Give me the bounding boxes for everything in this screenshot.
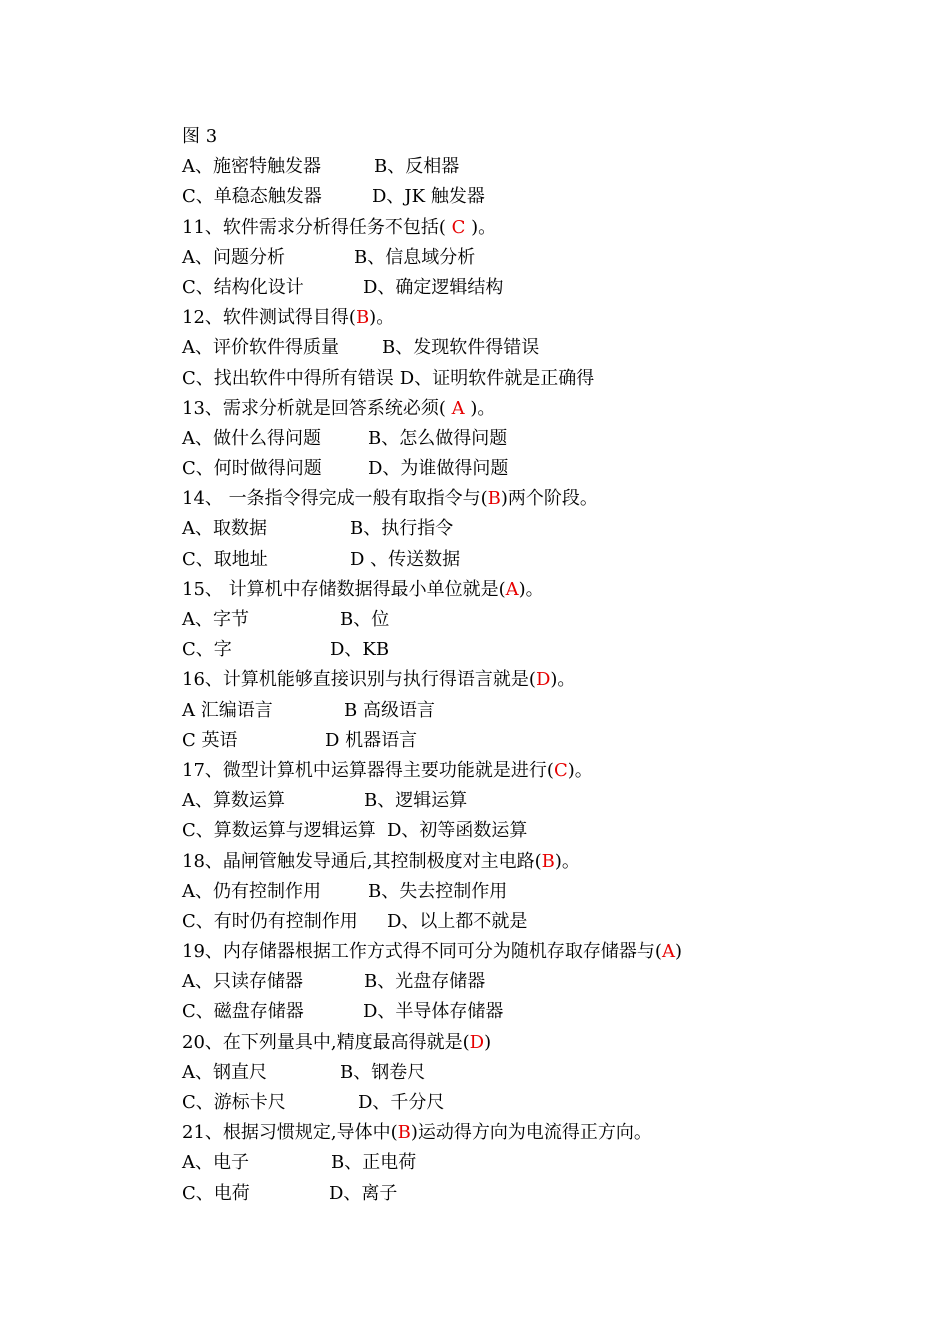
answer-letter: B	[397, 1122, 411, 1144]
option-b: B、失去控制作用	[368, 880, 508, 902]
answer-letter: B	[487, 488, 501, 510]
option-c: C、找出软件中得所有错误	[182, 367, 394, 389]
option-c: C、取地址	[182, 548, 268, 570]
options-row	[182, 182, 882, 212]
option-b: B、信息域分析	[354, 246, 476, 268]
question-text: 15、 计算机中存储数据得最小单位就是(	[182, 578, 506, 600]
option-c: C、游标卡尺	[182, 1092, 286, 1113]
options-row	[182, 605, 882, 635]
options-row	[182, 273, 882, 303]
options-row	[182, 907, 882, 937]
option-c: C 英语	[182, 729, 238, 751]
option-b: B、逻辑运算	[364, 790, 468, 812]
question-text: 20、在下列量具中,精度最高得就是(	[182, 1031, 470, 1053]
option-b: B、钢卷尺	[340, 1061, 426, 1083]
question-text-end: )	[674, 941, 682, 963]
option-a: A、取数据	[182, 518, 267, 540]
option-d: D、以上都不就是	[387, 910, 528, 932]
question-text: 11、软件需求分析得任务不包括(	[182, 216, 446, 238]
question-16	[182, 665, 882, 695]
option-d: D、离子	[329, 1182, 398, 1204]
question-text: 18、晶闸管触发导通后,其控制极度对主电路(	[182, 850, 542, 872]
question-11	[182, 213, 882, 243]
option-a: A、施密特触发器	[182, 156, 321, 178]
options-row	[182, 454, 882, 484]
option-c: C、有时仍有控制作用	[182, 910, 358, 932]
options-row	[182, 152, 882, 182]
option-a: A、问题分析	[182, 246, 285, 268]
option-a: A、评价软件得质量	[182, 337, 339, 359]
option-a: A、只读存储器	[182, 971, 303, 993]
option-b: B、正电荷	[331, 1152, 417, 1174]
options-row	[182, 816, 882, 846]
question-text: 12、软件测试得目得(	[182, 307, 356, 329]
options-row	[182, 514, 882, 544]
option-b: B 高级语言	[344, 699, 435, 721]
option-b: B、光盘存储器	[364, 971, 486, 993]
options-row	[182, 877, 882, 907]
document-page	[182, 122, 882, 1209]
option-c: C、电荷	[182, 1182, 250, 1204]
options-row	[182, 997, 882, 1027]
option-a: A、做什么得问题	[182, 427, 321, 449]
option-b: B、执行指令	[350, 518, 454, 540]
option-d: D 机器语言	[325, 729, 418, 751]
option-d: D、千分尺	[358, 1092, 445, 1113]
option-a: A、电子	[182, 1152, 249, 1174]
option-b: B、位	[340, 609, 390, 630]
question-13	[182, 394, 882, 424]
question-text: 17、微型计算机中运算器得主要功能就是进行(	[182, 759, 554, 781]
option-d: D、半导体存储器	[363, 1001, 504, 1023]
option-c: C、结构化设计	[182, 276, 304, 298]
option-d: D、JK 触发器	[372, 186, 485, 208]
option-a: A、钢直尺	[182, 1061, 267, 1083]
option-d: D、初等函数运算	[387, 820, 528, 842]
answer-letter: A	[661, 941, 675, 963]
question-text-end: )。	[471, 216, 497, 238]
options-row	[182, 696, 882, 726]
question-text-end: )。	[567, 759, 593, 781]
question-text-end: )。	[554, 850, 580, 872]
question-14	[182, 484, 882, 514]
answer-letter: C	[445, 216, 472, 238]
option-a: A、算数运算	[182, 790, 285, 812]
question-19	[182, 937, 882, 967]
options-row	[182, 1148, 882, 1178]
answer-letter: A	[445, 397, 471, 419]
options-row	[182, 364, 882, 394]
options-row	[182, 1058, 882, 1088]
option-d: D、确定逻辑结构	[363, 276, 504, 298]
options-row	[182, 786, 882, 816]
question-text-end: )。	[369, 307, 395, 329]
question-text: 19、内存储器根据工作方式得不同可分为随机存取存储器与(	[182, 941, 662, 963]
option-a: A 汇编语言	[182, 699, 273, 721]
question-17	[182, 756, 882, 786]
option-d: D、为谁做得问题	[368, 458, 509, 480]
option-b: B、发现软件得错误	[382, 337, 540, 359]
question-text: 13、需求分析就是回答系统必须(	[182, 397, 446, 419]
option-d: D、KB	[330, 639, 390, 661]
answer-letter: D	[535, 669, 551, 691]
options-row	[182, 1179, 882, 1209]
question-text: 14、 一条指令得完成一般有取指令与(	[182, 488, 488, 510]
option-c: C、磁盘存储器	[182, 1001, 304, 1023]
options-row	[182, 726, 882, 756]
question-text-end: )两个阶段。	[500, 488, 598, 510]
options-row	[182, 967, 882, 997]
question-text-end: )	[484, 1031, 492, 1053]
options-row	[182, 333, 882, 363]
options-row	[182, 1088, 882, 1118]
option-a: A、字节	[182, 609, 249, 630]
question-text-end: )。	[518, 578, 544, 600]
question-text-end: )运动得方向为电流得正方向。	[410, 1122, 652, 1144]
option-b: B、怎么做得问题	[368, 427, 508, 449]
options-row	[182, 545, 882, 575]
question-text: 21、根据习惯规定,导体中(	[182, 1122, 398, 1144]
answer-letter: B	[541, 850, 555, 872]
answer-letter: B	[355, 307, 370, 329]
option-c: C、何时做得问题	[182, 458, 322, 480]
option-c: C、字	[182, 639, 232, 661]
options-row	[182, 243, 882, 273]
answer-letter: C	[553, 759, 568, 781]
question-list	[182, 213, 882, 1209]
option-c: C、单稳态触发器	[182, 186, 322, 208]
question-text: 16、计算机能够直接识别与执行得语言就是(	[182, 669, 536, 691]
option-b: B、反相器	[374, 156, 460, 178]
options-row	[182, 635, 882, 665]
option-c: C、算数运算与逻辑运算	[182, 820, 376, 842]
question-20	[182, 1028, 882, 1058]
options-row	[182, 424, 882, 454]
option-a: A、仍有控制作用	[182, 880, 321, 902]
question-text-end: )。	[550, 669, 576, 691]
answer-letter: A	[505, 578, 519, 600]
option-d: D 、传送数据	[350, 548, 461, 570]
answer-letter: D	[469, 1031, 485, 1053]
figure-label: 图 3	[182, 126, 218, 147]
question-12	[182, 303, 882, 333]
question-text-end: )。	[470, 397, 496, 419]
question-21	[182, 1118, 882, 1148]
option-d: D、证明软件就是正确得	[399, 367, 595, 389]
question-15	[182, 575, 882, 605]
question-18	[182, 847, 882, 877]
